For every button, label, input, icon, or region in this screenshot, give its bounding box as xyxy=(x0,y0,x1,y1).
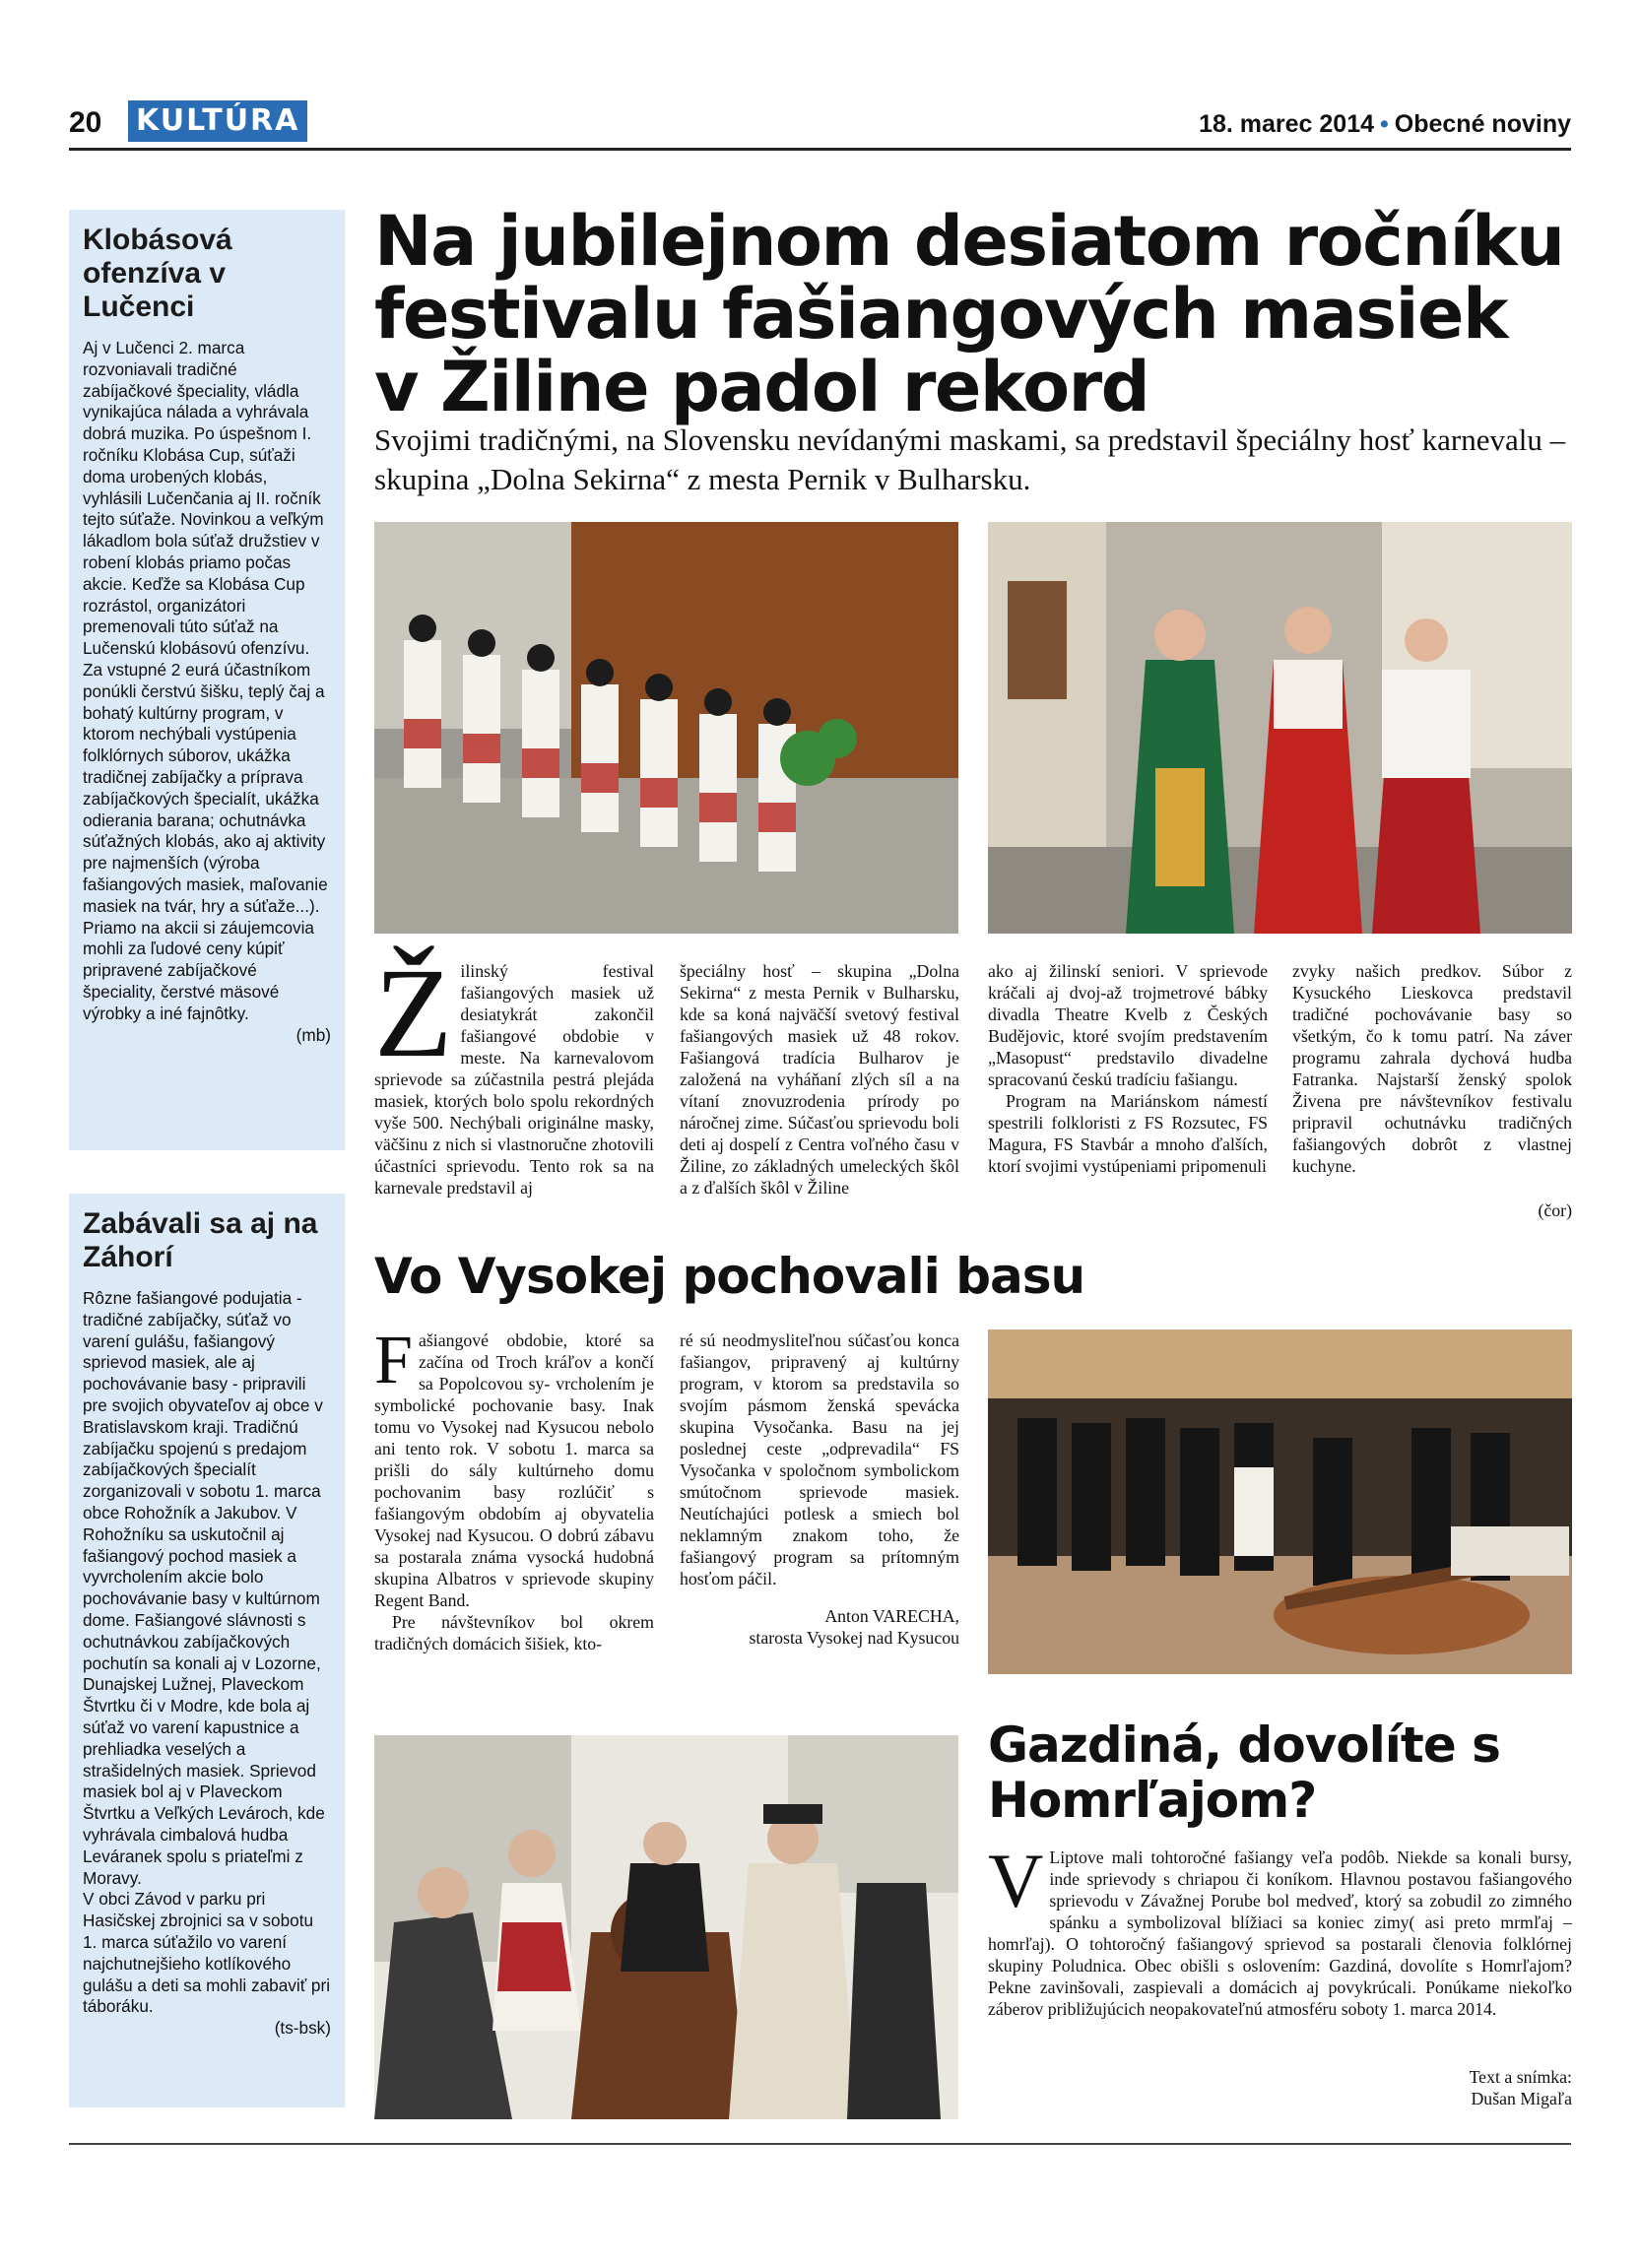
column-text: ako aj žilinskí seniori. V sprievode kráčali aj dvoj-až trojmetrové bábky divadla Theatre Kvelb z Českých Budějovic, ktoré svojím predstavením „Masopust“ predstavilo divadelne spracovanú českú tradíciu fašiangu. xyxy=(988,961,1268,1089)
main-headline: Na jubilejnom desiatom ročníku festivalu fašiangových masiek v Žiline padol rekord xyxy=(374,201,1564,427)
article2-column-1 xyxy=(374,1323,654,1654)
header-rule xyxy=(69,148,1571,151)
credit-line: Text a snímka: xyxy=(1469,2067,1572,2087)
article2-author: Anton VARECHA, xyxy=(824,1606,959,1626)
column-text: ilinský festival fašiangových masiek už desiatykrát zakončil fašiangové obdobie v meste. Na karnevalovom sprievode sa zúčastnila pestrá plejáda masiek, ktorých bolo spolu rekordných vyše 500. Nechýbali originálne masky, väčšinu z nich si vlastnoručne zhotovili účastníci sprievodu. Tento rok sa na karnevale predstavil aj xyxy=(374,961,654,1198)
drop-cap: V xyxy=(988,1838,1044,1923)
newspaper-name: Obecné noviny xyxy=(1394,110,1571,138)
drop-cap: Ž xyxy=(374,942,453,1084)
column-text: ašiangové obdobie, ktoré sa začína od Troch kráľov a končí sa Popolcovou sy- vrcholením je symbolické pochovanie basy. Inak tomu vo Vysokej nad Kysucou nebolo ani tento rok. V sobotu 1. marca sa prišli do sály kultúrneho domu pochovanim basy rozlúčiť s fašiangovým obdobím aj obyvatelia Vysokej nad Kysucou. O dobrú zábavu sa postarala známa vysocká hudobná skupina Albatros v sprievode skupiny Regent Band. xyxy=(374,1330,654,1610)
column-text: ré sú neodmysliteľnou súčasťou konca fašiangov, pripravený aj kultúrny program, v ktorom sa predstavila so svojím pásmom ženská spevácka skupina Vysočanka. Basu na jej poslednej ceste „odprevadila“ FS Vysočanka v spoločnom symbolickom smútočnom sprievode masiek. Neutíchajúci potlesk a smiech bol neklamným znakom toho, že fašiangový program sa prítomným hosťom páčil. xyxy=(680,1330,959,1588)
sidebar-text: Aj v Lučenci 2. marca rozvoniavali tradičné zabíjačkové špeciality, vládla vynikajúca nálada a vyhrávala dobrá muzika. Po úspešnom I. ročníku Klobása Cup, súťaži doma urobených klobás, vyhlásili Lučenčania aj II. ročník tejto súťaže. Novinkou a veľkým lákadlom bola súťaž družstiev v robení klobás priamo počas akcie. Keďže sa Klobása Cup rozrástol, organizátori premenovali túto súťaž na Lučenskú klobásovú ofenzívu. Za vstupné 2 eurá účastníkom ponúkli čerstvú šišku, teplý čaj a bohatý kultúrny program, v ktorom nechýbali vystúpenia folklórnych súborov, ukážka tradičnej zabíjačky a príprava zabíjačkových špecialít, ukážka odierania barana; ochutnávka súťažných klobás, ako aj aktivity pre najmenších (výroba fašiangových masiek, maľovanie masiek na tvár, hry a súťaže...). Priamo na akcii si záujemcovia mohli za ľudové ceny kúpiť pripravené zabíjačkové špeciality, čerstvé mäsové výrobky a iné fajnôtky. xyxy=(83,338,328,1023)
sidebar-title: Klobásová ofenzíva v Lučenci xyxy=(83,224,232,323)
column-text: zvyky našich predkov. Súbor z Kysuckého Lieskovca predstavil tradičné pochovávanie basy so všetkým, čo k tomu patrí. Na záver programu zahrala dychová hudba Fatranka. Najstarší ženský spolok Živena pre návštevníkov festivalu pripravil ochutnávku tradičných fašiangových dobrôt z vlastnej kuchyne. xyxy=(1292,961,1572,1176)
main-article-signature: (čor) xyxy=(1538,1200,1572,1220)
column-text: Liptove mali tohtoročné fašiangy veľa podôb. Niekde sa konali bursy, inde sprievody s chriapou či koníkom. Hlavnou postavou fašiangového sprievodu v Závažnej Porube bol medveď, ktorý sa zobudil zo zimného spánku a symbolizoval blížiaci sa koniec zimy( asi preto mrmľaj – homrľaj). O tohtoročný fašiangový sprievod sa postarali členovia folklórnej skupiny Poludnica. Obec obišli s oslovením: Gazdiná, dovolíte s Homrľajom? Pekne zavinšovali, zaspievali a domácich aj povykrúcali. Ponúkame niekoľko záberov približujúcich neopakovateľnú atmosféru soboty 1. marca 2014. xyxy=(988,1847,1572,2019)
article3-body xyxy=(988,1838,1572,2020)
main-article-column-1 xyxy=(374,942,654,1199)
issue-date: 18. marec 2014 xyxy=(1199,110,1375,138)
column-text: špeciálny hosť – skupina „Dolna Sekirna“ z mesta Pernik v Bulharsku, kde sa koná najväčší svetový festival fašiangových masiek už 48 rokov. Fašiangová tradícia Bulharov je založená na vyháňaní zlých síl a na vítaní znovuzrodenia prírody po náročnej zime. Súčasťou sprievodu boli deti aj dospelí z Centra voľného času v Žiline, zo základných umeleckých škôl a z ďalších škôl v Žiline xyxy=(680,961,959,1198)
sidebar-box-zahorie xyxy=(69,1194,345,2107)
page-number: 20 xyxy=(69,106,102,139)
photo-kings-costumes xyxy=(988,522,1572,934)
article2-column-2 xyxy=(680,1329,959,1649)
sidebar-signature: (mb) xyxy=(295,1024,331,1045)
article3-credit xyxy=(988,2066,1572,2109)
credit-author: Dušan Migaľa xyxy=(1471,2089,1572,2108)
photo-homrlaj-procession xyxy=(374,1735,958,2119)
footer-rule xyxy=(69,2143,1571,2145)
column-text: Pre návštevníkov bol okrem tradičných domácich šišiek, kto- xyxy=(374,1612,654,1653)
header-dateline xyxy=(1199,110,1571,139)
main-article-column-3 xyxy=(988,960,1268,1177)
section-label: KULTÚRA xyxy=(128,100,307,142)
article3-headline: Gazdiná, dovolíte s Homrľajom? xyxy=(988,1717,1500,1829)
photo-folk-dancers xyxy=(374,522,958,934)
separator-dot: • xyxy=(1380,110,1389,138)
sidebar-signature: (ts-bsk) xyxy=(274,2018,331,2039)
article2-headline: Vo Vysokej pochovali basu xyxy=(374,1248,1085,1305)
sidebar-text: Rôzne fašiangové podujatia - tradičné zabíjačky, súťaž vo varení gulášu, fašiangový sprievod masiek, ale aj pochovávanie basy - pripravili pre svojich obyvateľov aj obce v Bratislavskom kraji. Tradičnú zabíjačku spojenú s predajom zabíjačkových špecialít zorganizovali v sobotu 1. marca obce Rohožník a Jakubov. V Rohožníku sa uskutočnil aj fašiangový pochod masiek a vyvrcholením akcie bolo pochovávanie basy v kultúrnom dome. Fašiangové slávnosti s ochutnávkou zabíjačkových pochutín sa konali aj v Lozorne, Dunajskej Lužnej, Plaveckom Štvrtku či v Modre, kde bola aj súťaž vo varení kapustnice a prehliadka veselých a strašidelných masiek. Sprievod masiek bol aj v Plaveckom Štvrtku a Veľkých Levároch, kde vyhrávala cimbalová hudba Leváranek spolu s priateľmi z Moravy. xyxy=(83,1288,325,1888)
photo-bass-burial xyxy=(988,1329,1572,1674)
drop-cap: F xyxy=(374,1323,413,1398)
main-article-column-4 xyxy=(1292,960,1572,1177)
main-lead: Svojimi tradičnými, na Slovensku nevídanými maskami, sa predstavil špeciálny hosť karnevalu – skupina „Dolna Sekirna“ z mesta Pernik v Bulharsku. xyxy=(374,422,1566,496)
column-text: Program na Mariánskom námestí spestrili folkloristi z FS Rozsutec, FS Magura, FS Stavbár a mnoho ďalších, ktorí svojimi vystúpeniami pripomenuli xyxy=(988,1091,1268,1176)
sidebar-title: Zabávali sa aj na Záhorí xyxy=(83,1207,318,1273)
article2-author-role: starosta Vysokej nad Kysucou xyxy=(749,1628,959,1648)
sidebar-box-lucenec xyxy=(69,210,345,1150)
sidebar-text-2: V obci Závod v parku pri Hasičskej zbrojnici sa v sobotu 1. marca súťažilo vo varení najchutnejšieho kotlíkového gulášu a deti sa mohli zabaviť pri táboráku. xyxy=(83,1889,331,2017)
main-article-column-2 xyxy=(680,960,959,1199)
